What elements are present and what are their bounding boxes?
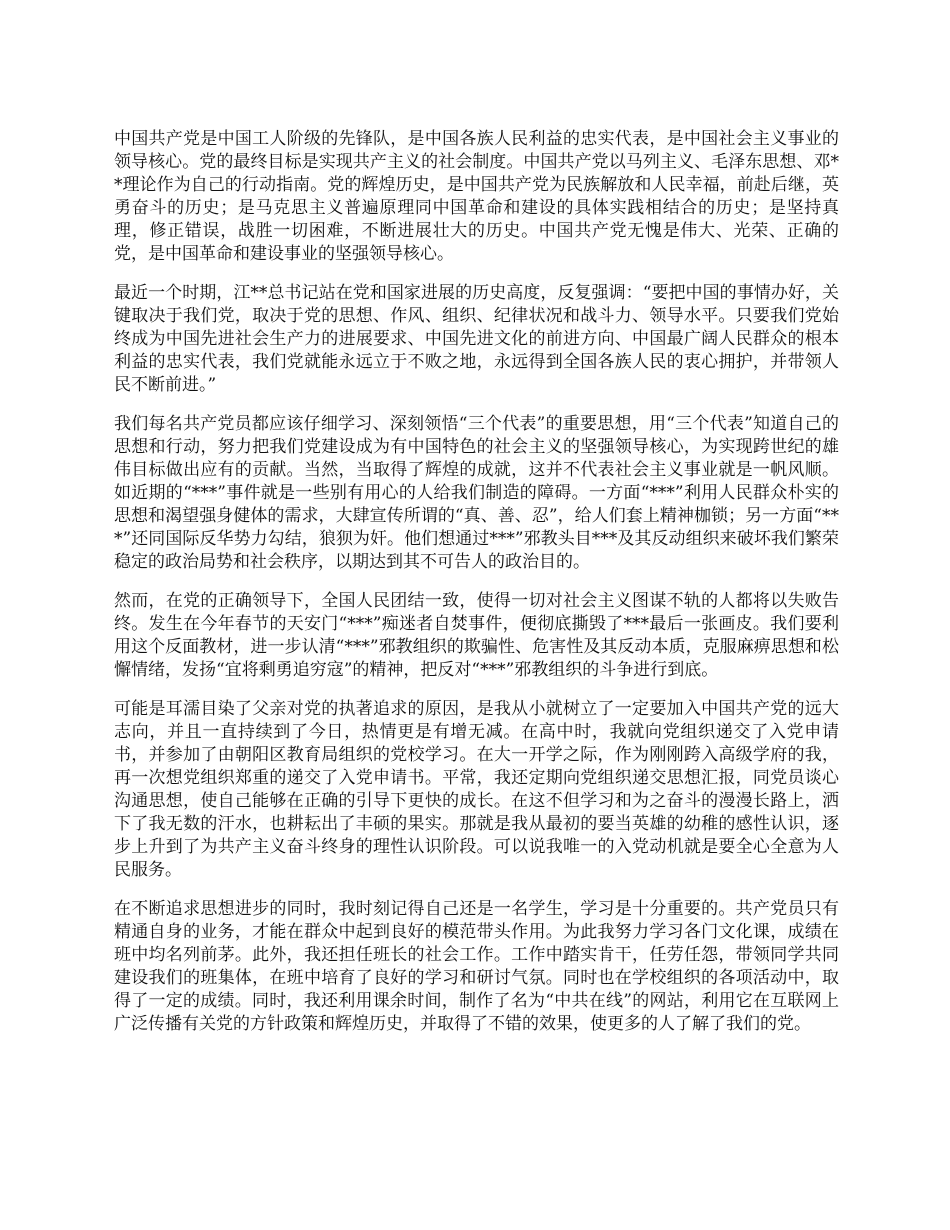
paragraph-2: 最近一个时期，江**总书记站在党和国家进展的历史高度，反复强调：“要把中国的事情办好，关键取决于我们党，取决于党的思想、作风、组织、纪律状况和战斗力、领导水平。只要我们党始终成为中国先进社会生产力的进展要求、中国先进文化的前进方向、中国最广阔人民群众的根本利益的忠实代表，我们党就能永远立于不败之地，永远得到全国各族人民的衷心拥护，并带领人民不断前进。” [114,283,839,395]
paragraph-5: 可能是耳濡目染了父亲对党的执著追求的原因，是我从小就树立了一定要加入中国共产党的远大志向，并且一直持续到了今日，热情更是有增无减。在高中时，我就向党组织递交了入党申请书，并参加了由朝阳区教育局组织的党校学习。在大一开学之际，作为刚刚跨入高级学府的我，再一次想党组织郑重的递交了入党申请书。平常，我还定期向党组织递交思想汇报，同党员谈心沟通思想，使自己能够在正确的引导下更快的成长。在这不但学习和为之奋斗的漫漫长路上，洒下了我无数的汗水，也耕耘出了丰硕的果实。那就是我从最初的要当英雄的幼稚的感性认识，逐步上升到了为共产主义奋斗终身的理性认识阶段。可以说我唯一的入党动机就是要全心全意为人民服务。 [114,699,839,880]
paragraph-4: 然而，在党的正确领导下，全国人民团结一致，使得一切对社会主义图谋不轨的人都将以失败告终。发生在今年春节的天安门“***”痴迷者自焚事件，便彻底撕毁了***最后一张画皮。我们要利用这个反面教材，进一步认清“***”邪教组织的欺骗性、危害性及其反动本质，克服麻痹思想和松懈情绪，发扬“宜将剩勇追穷寇”的精神，把反对“***”邪教组织的斗争进行到底。 [114,591,839,680]
paragraph-6: 在不断追求思想进步的同时，我时刻记得自己还是一名学生，学习是十分重要的。共产党员只有精通自身的业务，才能在群众中起到良好的模范带头作用。为此我努力学习各门文化课，成绩在班中均名列前茅。此外，我还担任班长的社会工作。工作中踏实肯干，任劳任怨，带领同学共同建设我们的班集体，在班中培育了良好的学习和研讨气氛。同时也在学校组织的各项活动中，取得了一定的成绩。同时，我还利用课余时间，制作了名为“中共在线”的网站，利用它在互联网上广泛传播有关党的方针政策和辉煌历史，并取得了不错的效果，使更多的人了解了我们的党。 [114,899,839,1034]
paragraph-3: 我们每名共产党员都应该仔细学习、深刻领悟“三个代表”的重要思想，用“三个代表”知道自己的思想和行动，努力把我们党建设成为有中国特色的社会主义的坚强领导核心，为实现跨世纪的雄伟目标做出应有的贡献。当然，当取得了辉煌的成就，这并不代表社会主义事业就是一帆风顺。如近期的“***”事件就是一些别有用心的人给我们制造的障碍。一方面“***”利用人民群众朴实的思想和渴望强身健体的需求，大肆宣传所谓的“真、善、忍”，给人们套上精神枷锁；另一方面“***”还同国际反华势力勾结，狼狈为奸。他们想通过***”邪教头目***及其反动组织来破坏我们繁荣稳定的政治局势和社会秩序，以期达到其不可告人的政治目的。 [114,414,839,572]
document-page [114,128,839,1052]
paragraph-1: 中国共产党是中国工人阶级的先锋队，是中国各族人民利益的忠实代表，是中国社会主义事业的领导核心。党的最终目标是实现共产主义的社会制度。中国共产党以马列主义、毛泽东思想、邓**理论作为自己的行动指南。党的辉煌历史，是中国共产党为民族解放和人民幸福，前赴后继，英勇奋斗的历史；是马克思主义普遍原理同中国革命和建设的具体实践相结合的历史；是坚持真理，修正错误，战胜一切困难，不断进展壮大的历史。中国共产党无愧是伟大、光荣、正确的党，是中国革命和建设事业的坚强领导核心。 [114,129,839,264]
